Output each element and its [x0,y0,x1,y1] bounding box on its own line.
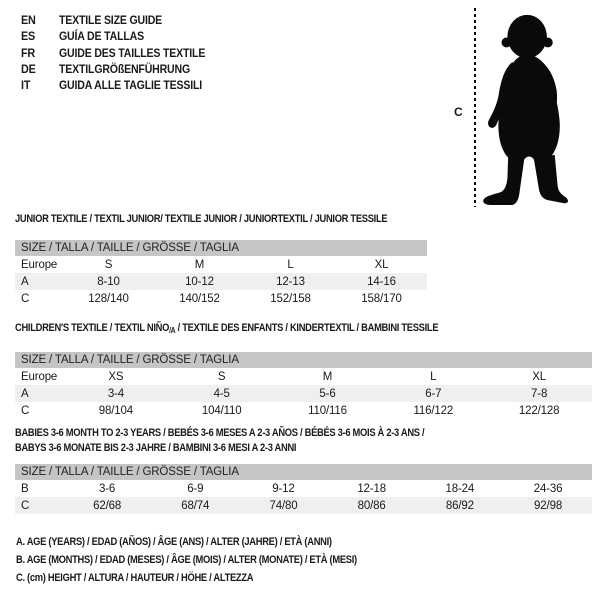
language-title: GUÍA DE TALLAS [59,29,144,44]
language-code: IT [21,78,31,93]
section-title-line: BABYS 3-6 MONATE BIS 2-3 JAHRE / BAMBINI 3-6 MESI A 2-3 ANNI [15,442,297,454]
size-cell: 14-16 [336,273,427,290]
language-code: ES [21,29,36,44]
toddler-ear-left [502,38,512,48]
legend-line-b: B. AGE (MONTHS) / EDAD (MESES) / ÂGE (MOIS) / ALTER (MONATE) / ETÀ (MESI) [16,554,357,566]
table-header-row [15,240,427,256]
language-code: DE [21,61,36,76]
size-cell: 7-8 [486,385,592,402]
row-label-cell: C [21,292,30,305]
legend-line-c: C. (cm) HEIGHT / ALTURA / HAUTEUR / HÖHE / ALTEZZA [16,572,254,584]
size-cell: S [217,370,226,383]
size-cell: XL [374,258,389,271]
toddler-head [507,15,546,58]
toddler-leg-left [483,150,524,205]
section-title [15,426,505,456]
language-row [21,45,225,61]
size-cell: 12-13 [245,273,336,290]
size-cell: L [287,258,294,271]
section-junior-textile [15,212,427,307]
size-cell: M [194,258,205,271]
size-cell: 18-24 [445,482,475,495]
height-figure [450,5,600,215]
section-title-part: / TEXTILE DES ENFANTS / KINDERTEXTIL / BAMBINI TESSILE [175,322,439,334]
size-cell: 12-18 [357,482,386,495]
toddler-leg-right [534,155,568,203]
size-cell: 74/80 [239,497,327,514]
table-row [15,480,592,497]
size-cell: 6-9 [187,482,204,495]
childrens-size-table [15,352,592,419]
size-cell: 24-36 [533,482,563,495]
row-label-cell: A [15,385,63,402]
row-label-cell: C [21,404,30,417]
size-cell: 62/68 [63,497,151,514]
size-cell: 110/116 [308,404,347,417]
table-row [15,368,592,385]
table-header-row [15,352,592,368]
row-label-cell: B [21,482,29,495]
table-row [15,385,592,402]
size-cell: 104/110 [201,404,242,417]
language-row [21,61,225,77]
size-cell: S [104,258,113,271]
size-cell: 4-5 [169,385,275,402]
size-cell: XS [108,370,124,383]
toddler-ear-right [543,38,553,48]
table-header-row [15,464,592,480]
section-babies-textile [15,426,592,514]
language-row [21,12,225,28]
row-label-cell: Europe [21,258,58,271]
section-title-line: BABIES 3-6 MONTH TO 2-3 YEARS / BEBÉS 3-6 MESES A 2-3 AÑOS / BÉBÉS 3-6 MOIS À 2-3 ANS / [15,427,425,439]
size-header-cell: SIZE / TALLA / TAILLE / GRÖSSE / TAGLIA [15,240,427,256]
table-row [15,273,427,290]
language-row [21,28,225,44]
babies-size-table [15,464,592,514]
size-cell: M [322,370,333,383]
section-childrens-textile [15,320,592,419]
section-title [15,320,505,339]
toddler-silhouette-image [478,7,593,209]
language-title: GUIDE DES TAILLES TEXTILE [59,45,206,60]
size-cell: 116/122 [413,404,454,417]
table-row [15,256,427,273]
language-list [21,12,225,93]
row-label-cell: Europe [21,370,58,383]
size-cell: 5-6 [275,385,381,402]
size-cell: 6-7 [380,385,486,402]
size-cell: 68/74 [151,497,239,514]
size-cell: 92/98 [504,497,592,514]
height-dimension-label: C [454,105,463,119]
size-cell: 80/86 [328,497,416,514]
size-cell: 128/140 [88,292,129,305]
legend-line-a: A. AGE (YEARS) / EDAD (AÑOS) / ÂGE (ANS) / ALTER (JAHRE) / ETÀ (ANNI) [16,536,332,548]
section-title-part: CHILDREN'S TEXTILE / TEXTIL NIÑO [15,322,170,334]
size-cell: 158/170 [361,292,402,305]
size-cell: 8-10 [63,273,154,290]
language-title: TEXTILE SIZE GUIDE [59,13,163,27]
section-title-subscript: /A [169,326,176,335]
size-cell: 140/152 [179,292,220,305]
language-row [21,77,225,93]
size-cell: 9-12 [272,482,295,495]
size-cell: 10-12 [154,273,245,290]
size-header-cell: SIZE / TALLA / TAILLE / GRÖSSE / TAGLIA [15,464,592,480]
size-cell: XL [532,370,547,383]
size-cell: 152/158 [270,292,311,305]
table-row [15,290,427,307]
height-measure-dotted-line [474,8,476,207]
table-row [15,497,592,514]
size-cell: 86/92 [416,497,504,514]
section-title: JUNIOR TEXTILE / TEXTIL JUNIOR/ TEXTILE JUNIOR / JUNIORTEXTIL / JUNIOR TESSILE [15,213,388,225]
language-code: FR [21,45,36,60]
table-row [15,402,592,419]
size-cell: 122/128 [518,404,560,417]
size-header-cell: SIZE / TALLA / TAILLE / GRÖSSE / TAGLIA [15,352,592,368]
language-title: GUIDA ALLE TAGLIE TESSILI [59,78,203,93]
size-cell: 3-4 [63,385,169,402]
size-cell: 98/104 [98,404,134,417]
legend [16,533,417,587]
junior-size-table [15,240,427,307]
row-label-cell: C [15,497,63,514]
size-cell: L [430,370,437,383]
language-code: EN [21,13,36,27]
row-label-cell: A [15,273,63,290]
language-title: TEXTILGRÖßENFÜHRUNG [59,61,191,76]
size-cell: 3-6 [99,482,116,495]
